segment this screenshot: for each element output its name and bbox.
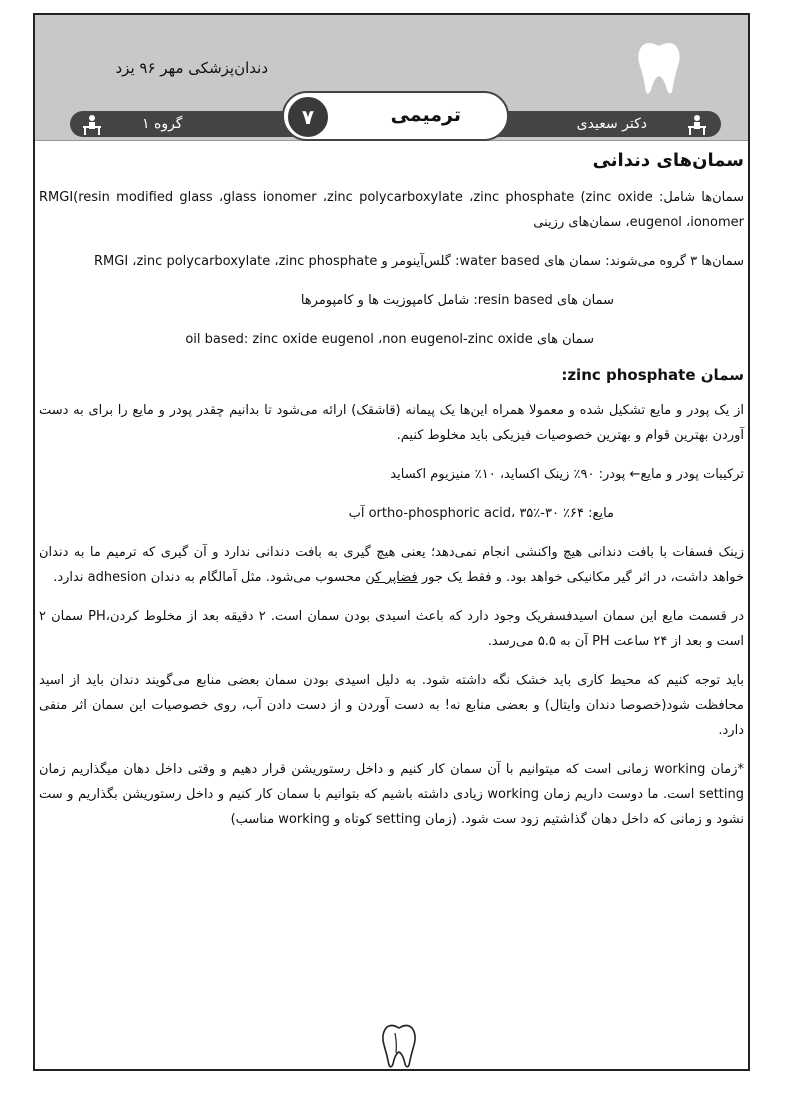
person-at-desk-icon — [81, 114, 103, 136]
paragraph-resin-based: سمان های resin based: شامل کامپوزیت ها و کامپومرها — [300, 293, 614, 308]
paragraph-acidity: در قسمت مایع این سمان اسیدفسفریک وجود دارد که باعث اسیدی بودن سمان است. ۲ دقیقه بعد از مخلوط کردن،PH سمان ۲ است و بعد از ۲۴ ساعت PH آن به ۵.۵ می‌رسد. — [39, 609, 745, 649]
document-body — [39, 150, 744, 846]
paragraph-working-time: *زمان working زمانی است که میتوانیم با آن سمان کار کنیم و داخل رستوریشن قرار دهیم و وقتی داخل دهان میگذاریم زمان setting است. ما دوست داریم زمان working زیادی داشته باشیم که بتوانیم با سمان کار کنیم و داخل رستوریشن بگذاریم و ست نشود و زمانی که داخل دهان گذاشتیم زود ست شود. (زمان setting کوتاه و working مناسب) — [39, 762, 745, 827]
header-banner — [35, 15, 748, 141]
group-label: گروه ۱ — [142, 116, 183, 132]
paragraph-powder-liquid: از یک پودر و مایع تشکیل شده و معمولا همراه این‌ها یک پیمانه (قاشقک) ارائه می‌شود تا بدانیم چقدر پودر و مایع را برای به دست آوردن بهترین قوام و بهترین خصوصیات فیزیکی باید مخلوط کنیم. — [39, 403, 744, 443]
underlined-term: فضاپر کن — [365, 570, 418, 585]
doctor-name: دکتر سعیدی — [576, 116, 647, 132]
subject-title: ترمیمی — [390, 104, 461, 126]
paragraph-cement-groups: سمان‌ها ۳ گروه می‌شوند: سمان های water based: گلس‌آینومر و RMGI ،zinc polycarboxylate ،zinc phosphate — [94, 254, 744, 269]
paragraph-cement-types: سمان‌ها شامل: RMGI(resin modified glass ،glass ionomer ،zinc polycarboxylate ،zinc phosphate (zinc oxide eugenol ،ionomer، سمان‌های رزینی — [39, 190, 744, 230]
tooth-outline-icon — [381, 1023, 417, 1069]
session-number-badge: ۷ — [286, 95, 330, 139]
paragraph-no-reaction — [39, 540, 744, 590]
text-run: زینک فسفات با بافت دندانی هیچ واکنشی انجام نمی‌دهد؛ یعنی هیچ گیری به بافت دندانی ندارد و آن گیری که ترمیم ما به دندان خواهد داشت، در اثر گیر مکانیکی خواهد بود. و فقط یک جور — [39, 545, 744, 585]
section-heading: سمان‌های دندانی — [592, 150, 744, 171]
paragraph-liquid: مایع: ۶۴٪ ortho-phosphoric acid، ۳۵٪-۳۰ آب — [348, 506, 614, 521]
person-at-desk-icon — [686, 114, 708, 136]
text-run: محسوب می‌شود. مثل آمالگام به دندان adhesion ندارد. — [53, 570, 366, 585]
paragraph-composition: ترکیبات پودر و مایع← پودر: ۹۰٪ زینک اکساید، ۱۰٪ منیزیوم اکساید — [390, 467, 744, 482]
paragraph-oil-based: سمان های oil based: zinc oxide eugenol ،non eugenol-zinc oxide — [185, 332, 594, 347]
course-subtitle: دندان‌پزشکی مهر ۹۶ یزد — [115, 59, 268, 77]
subsection-heading: سمان zinc phosphate: — [561, 366, 744, 384]
page-frame — [33, 13, 750, 1071]
paragraph-dry-field: باید توجه کنیم که محیط کاری باید خشک نگه داشته شود. به دلیل اسیدی بودن سمان بعضی منابع می‌گویند دندان باید از اسید محافظت شود(خصوصا دندان وایتال) و بعضی منابع نه! به دست آوردن و از دست دادن آب، روی خصوصیات این سمان اثر منفی دارد. — [39, 673, 744, 738]
tooth-logo-icon — [636, 40, 682, 96]
